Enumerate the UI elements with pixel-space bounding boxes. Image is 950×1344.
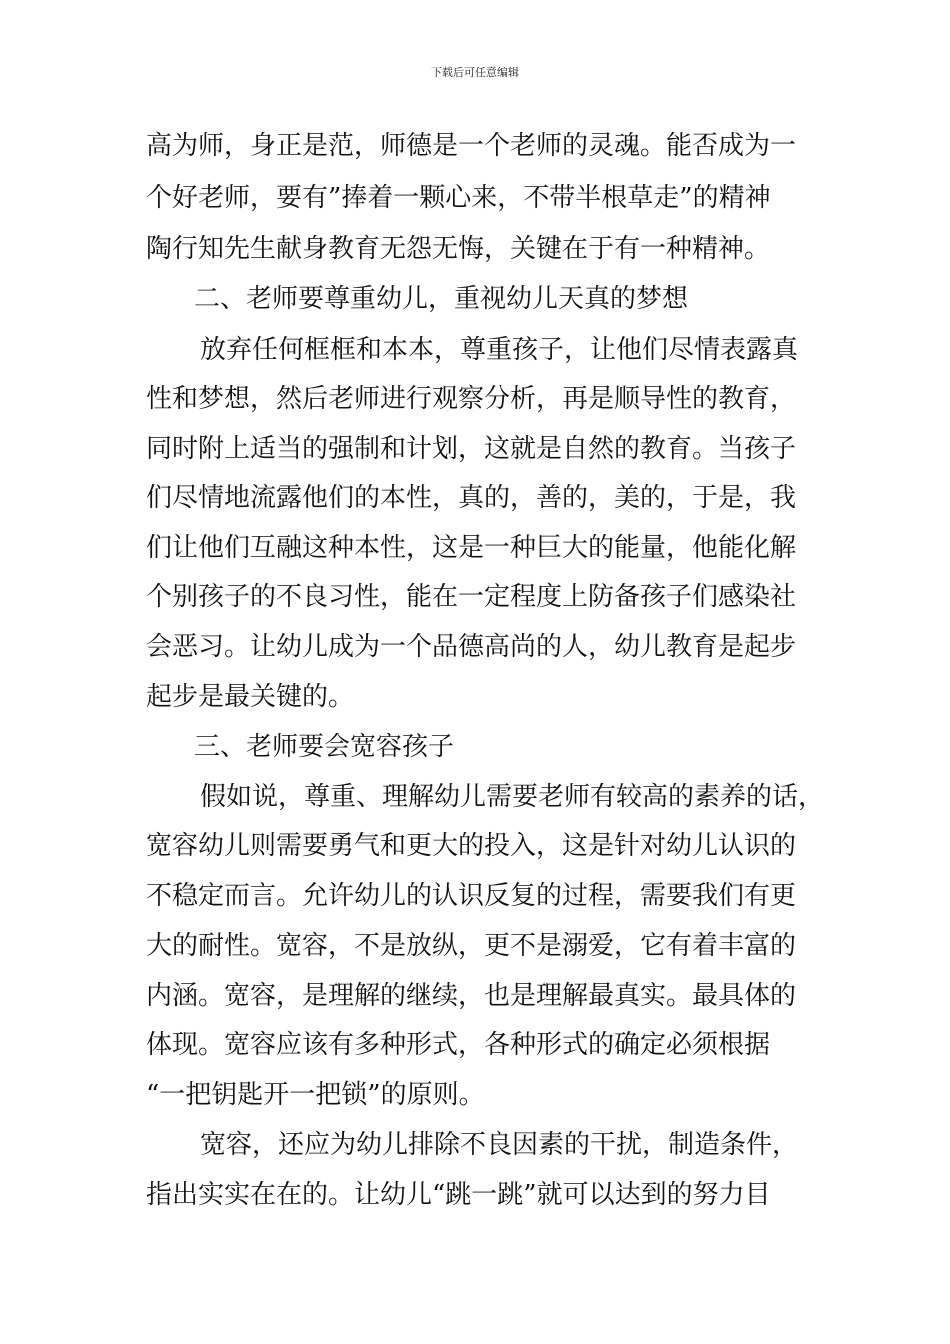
text-line: 陶行知先生献身教育无怨无悔，关键在于有一种精神。: [146, 234, 771, 264]
section-heading: 三、老师要会宽容孩子: [194, 732, 455, 762]
text-line: 同时附上适当的强制和计划，这就是自然的教育。当孩子: [146, 434, 797, 464]
text-line: 会恶习。让幼儿成为一个品德高尚的人，幼儿教育是起步: [146, 632, 797, 662]
text-line: 性和梦想，然后老师进行观察分析，再是顺导性的教育，: [146, 384, 797, 414]
text-line: 假如说，尊重、理解幼儿需要老师有较高的素养的话，: [200, 782, 825, 812]
text-line: 放弃任何框框和本本，尊重孩子，让他们尽情表露真: [200, 335, 799, 365]
text-line: 宽容，还应为幼儿排除不良因素的干扰，制造条件，: [200, 1130, 799, 1160]
text-line: 指出实实在在的。让幼儿“跳一跳”就可以达到的努力目: [146, 1180, 771, 1210]
text-line: 内涵。宽容，是理解的继续，也是理解最真实。最具体的: [146, 981, 797, 1011]
text-line: “一把钥匙开一把锁”的原则。: [146, 1080, 485, 1110]
text-line: 不稳定而言。允许幼儿的认识反复的过程，需要我们有更: [146, 881, 797, 911]
text-line: 宽容幼儿则需要勇气和更大的投入，这是针对幼儿认识的: [146, 831, 797, 861]
text-line: 个好老师，要有”捧着一颗心来，不带半根草走”的精神: [146, 183, 771, 213]
text-line: 起步是最关键的。: [146, 682, 355, 712]
text-line: 们让他们互融这种本性，这是一种巨大的能量，他能化解: [146, 533, 797, 563]
text-line: 大的耐性。宽容，不是放纵，更不是溺爱，它有着丰富的: [146, 931, 797, 961]
section-heading: 二、老师要尊重幼儿，重视幼儿天真的梦想: [194, 284, 689, 314]
text-line: 高为师，身正是范，师德是一个老师的灵魂。能否成为一: [146, 131, 797, 161]
text-line: 们尽情地流露他们的本性，真的，善的，美的，于是，我: [146, 483, 797, 513]
text-line: 体现。宽容应该有多种形式，各种形式的确定必须根据: [146, 1030, 771, 1060]
page-header: 下载后可任意编辑: [431, 66, 519, 79]
text-line: 个别孩子的不良习性，能在一定程度上防备孩子们感染社: [146, 582, 797, 612]
